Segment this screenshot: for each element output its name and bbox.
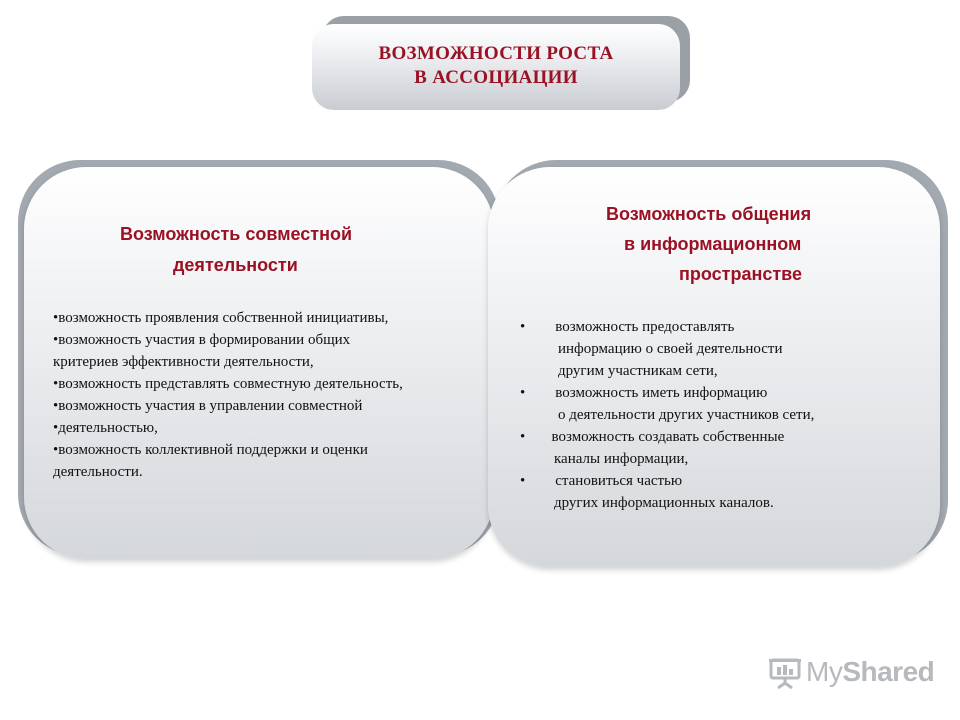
title-line-1: ВОЗМОЖНОСТИ РОСТА	[378, 43, 614, 64]
list-item: •деятельностью,	[53, 420, 158, 436]
logo-text-shared: Shared	[842, 656, 935, 687]
list-item: • возможность иметь информацию	[520, 385, 768, 401]
right-card-heading-line-2: в информационном	[624, 234, 802, 254]
right-card-heading-line-1: Возможность общения	[606, 204, 812, 224]
left-card-heading-line-2: деятельности	[173, 255, 298, 275]
title-box	[312, 24, 680, 110]
left-card-list	[53, 307, 403, 483]
list-item: • становиться частью	[520, 473, 683, 489]
list-item: •возможность проявления собственной инициативы,	[53, 310, 389, 326]
list-item: другим участникам сети,	[558, 363, 718, 379]
logo-text	[806, 656, 934, 688]
right-card-heading-line-3: пространстве	[679, 264, 802, 284]
list-item: •возможность участия в управлении совместной	[53, 398, 363, 414]
list-item: каналы информации,	[554, 451, 689, 467]
left-card-heading-line-1: Возможность совместной	[120, 224, 353, 244]
right-card-list	[520, 316, 814, 514]
list-item: деятельности.	[53, 464, 143, 480]
list-item: •возможность участия в формировании общих	[53, 332, 351, 348]
presentation-board-icon	[768, 656, 802, 690]
list-item: • возможность предоставлять	[520, 319, 735, 335]
title-line-2: В АССОЦИАЦИИ	[414, 67, 578, 88]
list-item: •возможность представлять совместную деятельность,	[53, 376, 403, 392]
list-item: •возможность коллективной поддержки и оценки	[53, 442, 368, 458]
myshared-logo	[768, 654, 935, 694]
list-item: о деятельности других участников сети,	[558, 407, 815, 423]
logo-text-my: My	[806, 656, 843, 687]
list-item: критериев эффективности деятельности,	[53, 354, 314, 370]
list-item: других информационных каналов.	[554, 495, 774, 511]
list-item: информацию о своей деятельности	[558, 341, 783, 357]
list-item: • возможность создавать собственные	[520, 429, 785, 445]
